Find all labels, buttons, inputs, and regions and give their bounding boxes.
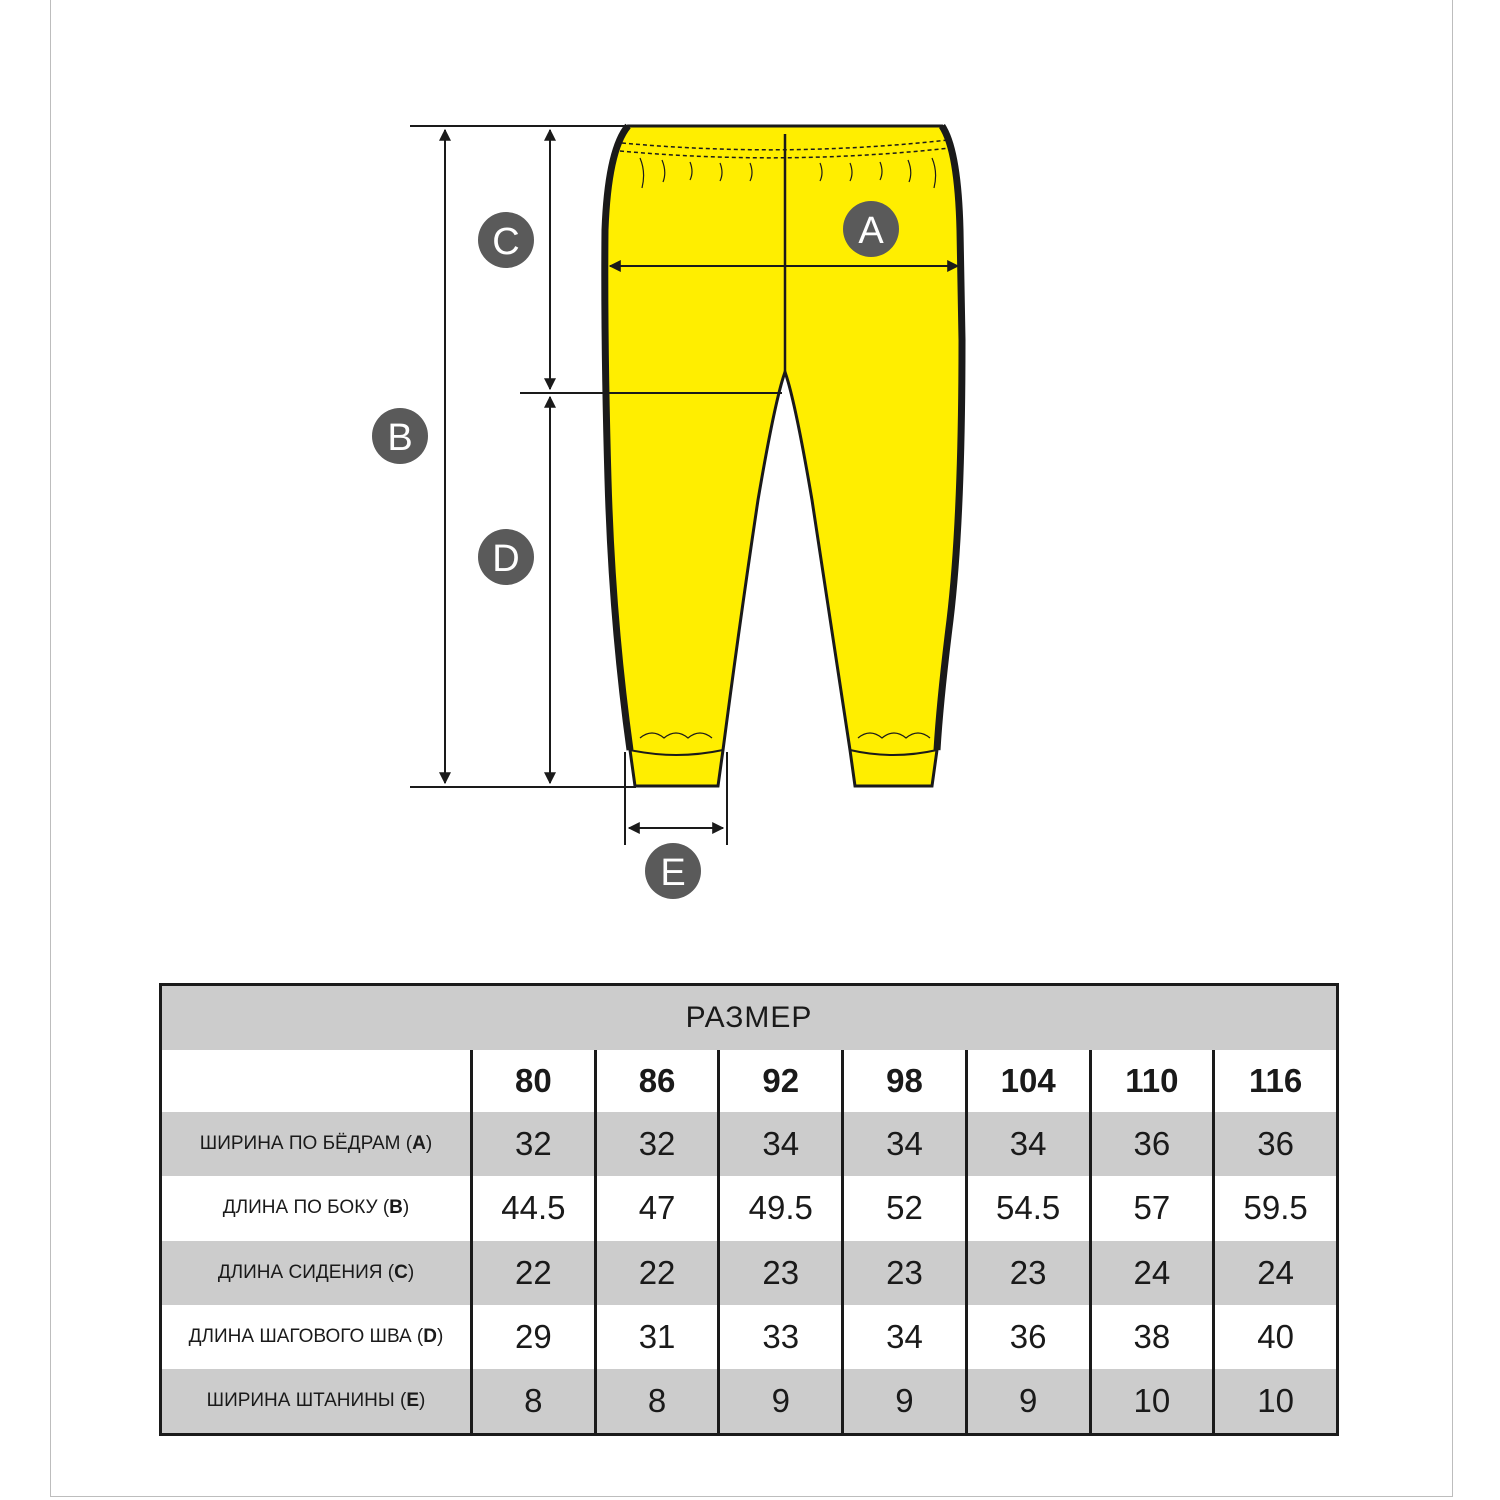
table-cell: 32: [472, 1112, 596, 1176]
table-row-side-length: [161, 1176, 1338, 1240]
table-cell: 31: [595, 1305, 719, 1369]
table-cell: 44.5: [472, 1176, 596, 1240]
size-header-cell: 116: [1214, 1050, 1338, 1112]
table-cell: 34: [966, 1112, 1090, 1176]
table-cell: 59.5: [1214, 1176, 1338, 1240]
table-cell: 54.5: [966, 1176, 1090, 1240]
size-header-cell: 86: [595, 1050, 719, 1112]
pants-body: [605, 126, 962, 786]
badge-b: [372, 408, 428, 464]
size-chart-table: [159, 983, 1339, 1436]
table-row-hip-width: [161, 1112, 1338, 1176]
table-cell: 34: [843, 1112, 967, 1176]
svg-text:C: C: [492, 221, 520, 263]
row-label: ШИРИНА ШТАНИНЫ (E): [161, 1369, 472, 1435]
table-cell: 36: [1090, 1112, 1214, 1176]
table-cell: 9: [719, 1369, 843, 1435]
table-row-seat-length: [161, 1241, 1338, 1305]
table-cell: 34: [719, 1112, 843, 1176]
size-header-cell: 104: [966, 1050, 1090, 1112]
size-header-blank: [161, 1050, 472, 1112]
table-cell: 23: [843, 1241, 967, 1305]
table-cell: 22: [472, 1241, 596, 1305]
row-label: ДЛИНА СИДЕНИЯ (C): [161, 1241, 472, 1305]
table-cell: 9: [843, 1369, 967, 1435]
badge-e: [645, 843, 701, 899]
table-cell: 40: [1214, 1305, 1338, 1369]
size-header-cell: 92: [719, 1050, 843, 1112]
row-label: ДЛИНА ПО БОКУ (B): [161, 1176, 472, 1240]
table-cell: 49.5: [719, 1176, 843, 1240]
table-row-inseam-length: [161, 1305, 1338, 1369]
table-row-leg-width: [161, 1369, 1338, 1435]
table-title: РАЗМЕР: [161, 985, 1338, 1051]
svg-text:D: D: [492, 538, 520, 580]
table-cell: 10: [1090, 1369, 1214, 1435]
table-cell: 57: [1090, 1176, 1214, 1240]
size-header-cell: 110: [1090, 1050, 1214, 1112]
table-cell: 52: [843, 1176, 967, 1240]
table-cell: 29: [472, 1305, 596, 1369]
table-cell: 24: [1214, 1241, 1338, 1305]
table-cell: 8: [595, 1369, 719, 1435]
size-header-cell: 80: [472, 1050, 596, 1112]
table-cell: 24: [1090, 1241, 1214, 1305]
row-label: ДЛИНА ШАГОВОГО ШВА (D): [161, 1305, 472, 1369]
size-header-row: [161, 1050, 1338, 1112]
table-cell: 23: [719, 1241, 843, 1305]
table-title-row: [161, 985, 1338, 1051]
table-cell: 36: [966, 1305, 1090, 1369]
svg-text:A: A: [858, 210, 884, 252]
table-cell: 33: [719, 1305, 843, 1369]
table-cell: 8: [472, 1369, 596, 1435]
table-cell: 10: [1214, 1369, 1338, 1435]
badge-d: [478, 529, 534, 585]
table-cell: 36: [1214, 1112, 1338, 1176]
size-header-cell: 98: [843, 1050, 967, 1112]
table-cell: 34: [843, 1305, 967, 1369]
pants-illustration: [605, 126, 962, 786]
badge-c: [478, 212, 534, 268]
svg-text:B: B: [387, 417, 413, 459]
table-cell: 38: [1090, 1305, 1214, 1369]
table-cell: 23: [966, 1241, 1090, 1305]
table-cell: 32: [595, 1112, 719, 1176]
svg-text:E: E: [660, 852, 686, 894]
table-cell: 22: [595, 1241, 719, 1305]
row-label: ШИРИНА ПО БЁДРАМ (A): [161, 1112, 472, 1176]
badge-a: [843, 201, 899, 257]
table-cell: 47: [595, 1176, 719, 1240]
table-cell: 9: [966, 1369, 1090, 1435]
